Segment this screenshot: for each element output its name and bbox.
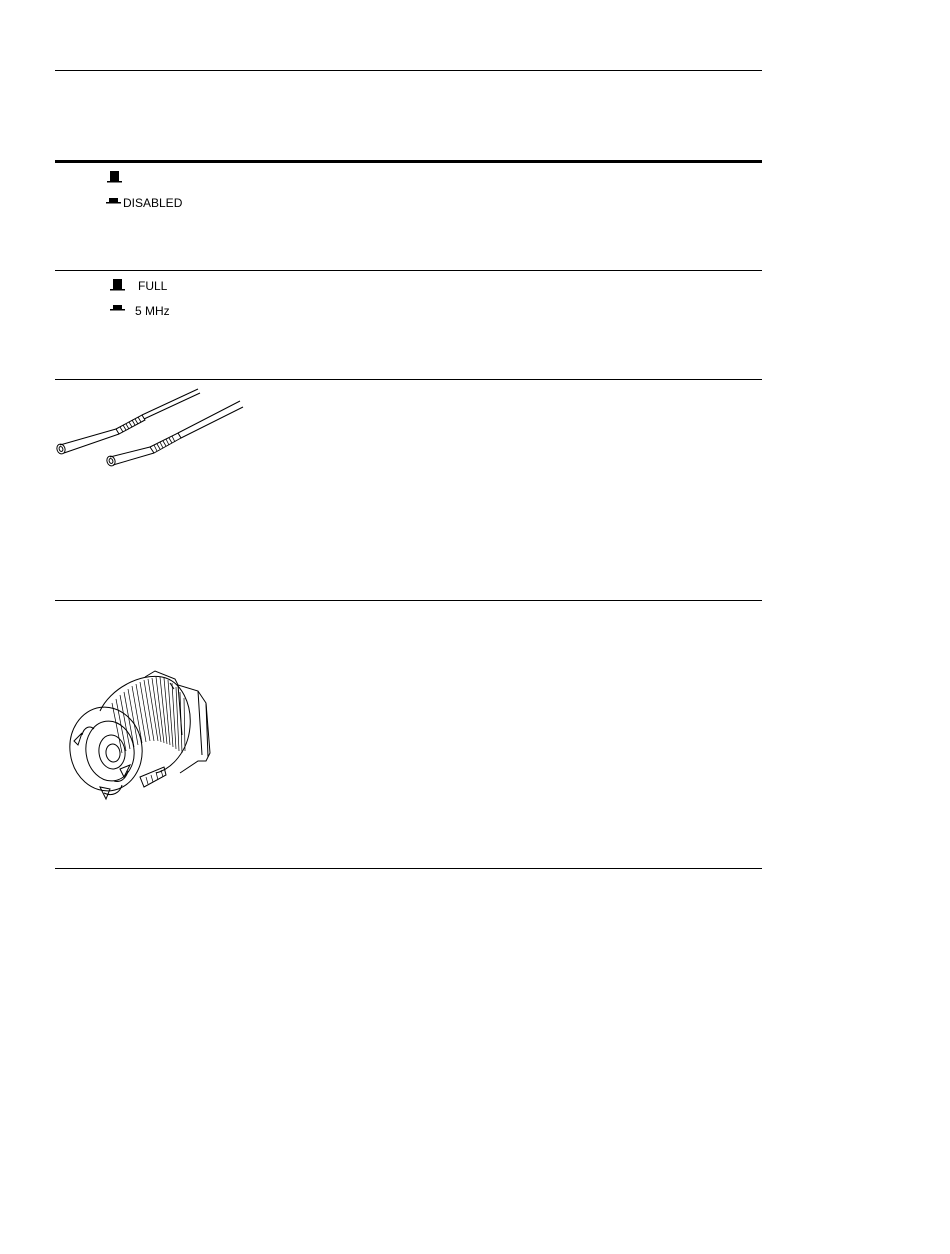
state-label-full: FULL bbox=[138, 279, 168, 293]
table-top-rule bbox=[55, 160, 762, 163]
input-jack-illustration bbox=[60, 665, 220, 810]
row-divider bbox=[55, 270, 762, 271]
state-label-disabled: DISABLED bbox=[123, 196, 183, 210]
pushbutton-out-icon bbox=[110, 304, 126, 314]
header-rule bbox=[55, 70, 762, 71]
row-divider bbox=[55, 379, 762, 380]
pushbutton-in-icon bbox=[107, 171, 123, 183]
row-divider bbox=[55, 600, 762, 601]
state-label-5mhz: 5 MHz bbox=[135, 304, 170, 318]
test-leads-illustration bbox=[50, 385, 250, 470]
pushbutton-in-icon bbox=[110, 279, 126, 291]
pushbutton-out-icon bbox=[106, 197, 122, 207]
table-bottom-rule bbox=[55, 868, 762, 869]
